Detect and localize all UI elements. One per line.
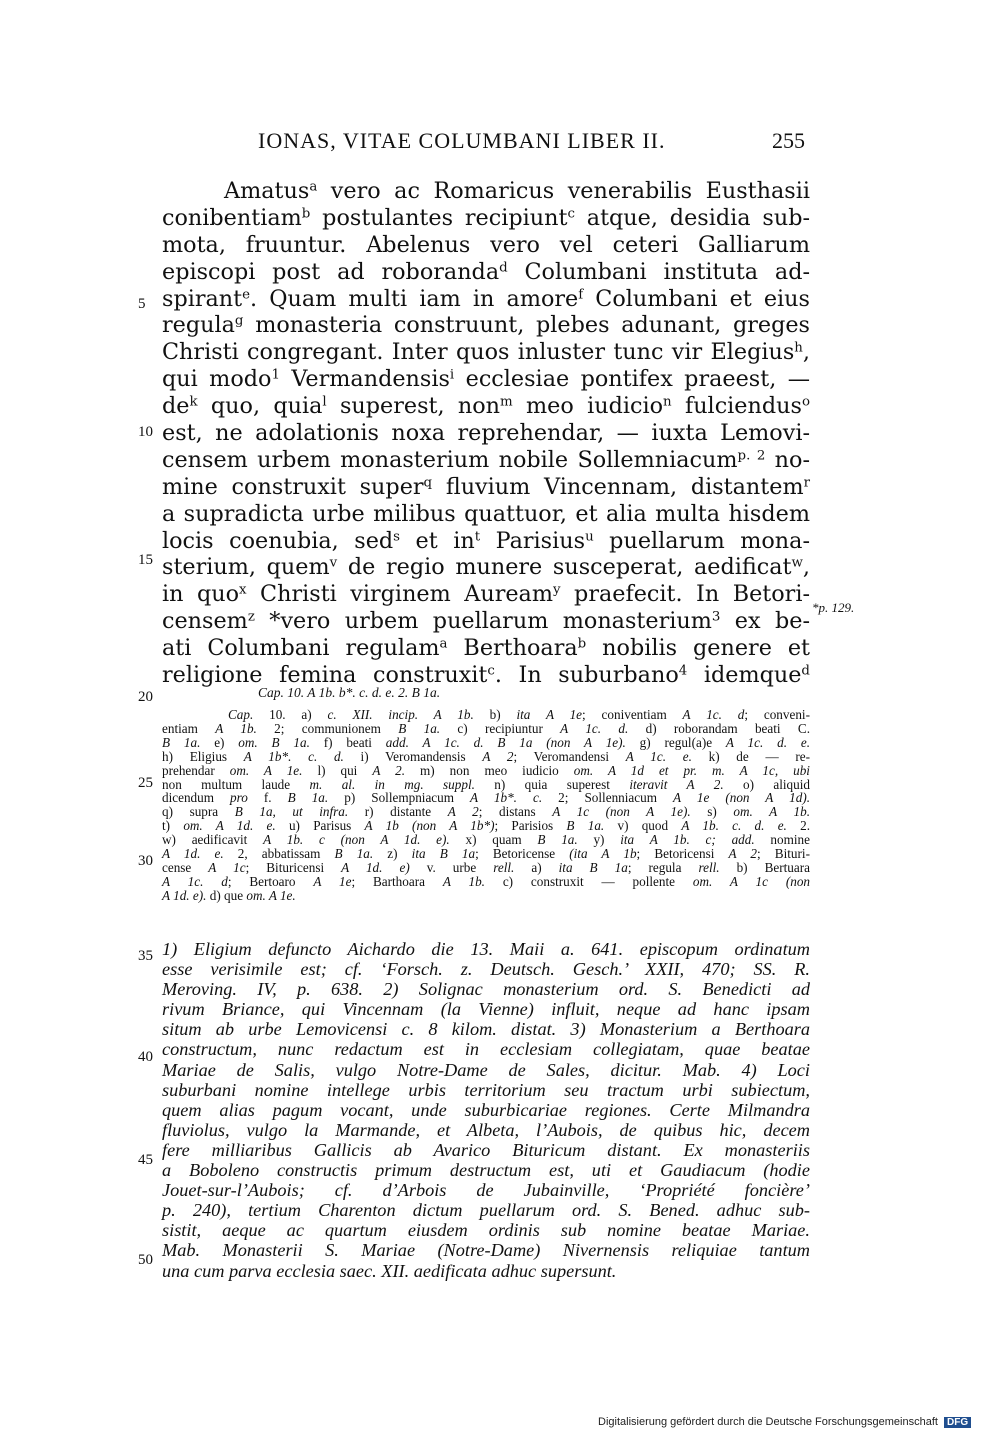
apparatus-line: A 1d. e. 2, abbatissam B 1a. z) ita B 1a; Betoricense (ita A 1b; Betoricensi A 2; Bituri- xyxy=(162,846,810,862)
text-line: religione femina construxit$^c$. In suburbano$^4$ idemque$^d$ xyxy=(162,662,810,689)
note-line: quem alias pagum vocant, unde suburbicariae regiones. Certe Milmandra xyxy=(162,1099,810,1120)
line-number: 35 xyxy=(138,948,153,964)
text-line: episcopi post ad roboranda$^d$ Columbani instituta ad- xyxy=(162,258,810,285)
text-line: Christi congregant. Inter quos inluster tunc vir Elegius$^h$, xyxy=(162,339,810,366)
digitization-footer xyxy=(598,1416,971,1428)
apparatus-line: dicendum pro f. B 1a. p) Sollempniacum A 1b*. c. 2; Sollenniacum A 1e (non A 1d). xyxy=(162,790,811,806)
apparatus-line: B 1a. e) om. B 1a. f) beati add. A 1c. d. B 1a (non A 1e). g) regul(a)e A 1c. d. e. xyxy=(162,734,810,750)
text-line: est, ne adolationis noxa reprehendar, — iuxta Lemovi- xyxy=(162,420,810,447)
text-line: a supradicta urbe milibus quattuor, et alia multa hisdem xyxy=(162,500,810,527)
text-line: censem$^z$ *vero urbem puellarum monasterium$^3$ ex be- xyxy=(162,608,810,635)
apparatus-line: entiam A 1b. 2; communionem B 1a. c) recipiuntur A 1c. d. d) roborandam beati C. xyxy=(162,720,811,736)
line-number: 15 xyxy=(138,552,153,568)
footnotes xyxy=(162,939,810,1281)
text-line: spirant$^e$. Quam multi iam in amore$^f$ Columbani et eius xyxy=(162,285,810,312)
page-number: 255 xyxy=(772,128,805,153)
critical-apparatus xyxy=(162,708,810,903)
text-line: mota, fruuntur. Abelenus vero vel ceteri Galliarum xyxy=(162,231,810,258)
text-line: qui modo$^1$ Vermandensis$^i$ ecclesiae pontifex praeest, — xyxy=(162,366,810,393)
apparatus-line: cense A 1c; Bituricensi A 1d. e) v. urbe rell. a) ita B 1a; regula rell. b) Bertuara xyxy=(162,859,810,875)
note-line: constructum, nunc redactum est in ecclesiam collegiatam, quae beatae xyxy=(162,1039,810,1060)
line-number: 5 xyxy=(138,296,146,312)
apparatus-line: prehendar om. A 1e. l) qui A 2. m) non meo iudicio om. A 1d et pr. m. A 1c, ubi xyxy=(162,762,810,778)
apparatus-line: Cap. 10. a) c. XII. incip. A 1b. b) ita A 1e; coniventiam A 1c. d; conveni- xyxy=(228,707,810,722)
apparatus-line: h) Eligius A 1b*. c. d. i) Veromandensis A 2; Veromandensi A 1c. e. k) de — re- xyxy=(162,748,810,764)
note-line: p. 240), tertium Charenton dictum puellarum ord. S. Bened. adhuc sub- xyxy=(162,1200,810,1221)
line-number: 40 xyxy=(138,1049,153,1065)
line-number: 45 xyxy=(138,1152,153,1168)
apparatus-line: w) aedificavit A 1b. c (non A 1d. e). x) quam B 1a. y) ita A 1b. c; add. nomine xyxy=(162,832,810,848)
note-line: a Boboleno constructis primum destructum est, uti et Gaudiacum (hodie xyxy=(162,1160,810,1181)
text-line: $de^k$ quo, quia$^l$ superest, non$^m$ meo iudicio$^n$ fulciendus$^o$ xyxy=(162,393,810,420)
line-number: 30 xyxy=(138,853,153,869)
note-line: rivum Briance, qui Vincennam (la Vienne) influit, neque ad hanc ipsam xyxy=(162,999,810,1020)
note-line: una cum parva ecclesia saec. XII. aedificata adhuc supersunt. xyxy=(162,1260,617,1281)
note-line: suburbani nomine intellege urbis territorium seu tractum urbi subiectum, xyxy=(162,1079,810,1100)
apparatus-line: q) supra B 1a, ut infra. r) distante A 2; distans A 1c (non A 1e). s) om. A 1b. xyxy=(162,804,810,820)
note-line: Mab. Monasterii S. Mariae (Notre-Dame) Nivernensis reliquiae tantum xyxy=(162,1240,810,1261)
note-line: 1) Eligium defuncto Aichardo die 13. Maii a. 641. episcopum ordinatum xyxy=(162,939,810,959)
note-line: fluviolus, vulgo la Marmande, et Albeta, l’Aubois, de quibus hic, decem xyxy=(162,1119,810,1140)
line-number: 10 xyxy=(138,424,153,440)
note-line: Meroving. IV, p. 638. 2) Solignac monasterium ord. S. Benedicti ad xyxy=(162,979,810,1000)
text-line: in quo$^x$ Christi virginem Auream$^y$ praefecit. In Betori- xyxy=(162,581,810,608)
line-number: 50 xyxy=(138,1252,153,1268)
note-line: sistit, aeque ac quartum eiusdem ordinis sub nomine beatae Mariae. xyxy=(162,1220,810,1241)
apparatus-header: Cap. 10. A 1b. b*. c. d. e. 2. B 1a. xyxy=(258,685,441,700)
text-line: locis coenubia, sed$^s$ et $in^t$ Parisius$^u$ puellarum mona- xyxy=(162,527,810,554)
margin-page-reference: *p. 129. xyxy=(812,600,855,615)
text-line: regula$^g$ monasteria construunt, plebes adunant, greges xyxy=(162,312,810,339)
apparatus-line: A 1c. d; Bertoaro A 1e; Barthoara A 1b. c) construxit — pollente om. A 1c (non xyxy=(162,873,811,889)
apparatus-line: t) om. A 1d. e. u) Parisus A 1b (non A 1b*); Parisios B 1a. v) quod A 1b. c. d. e. 2. xyxy=(162,818,810,834)
text-line: sterium, quem$^v$ de regio munere susceperat, aedificat$^w$, xyxy=(162,554,810,581)
running-title: IONAS, VITAE COLUMBANI LIBER II. xyxy=(258,128,666,153)
apparatus-line: A 1d. e). d) que om. A 1e. xyxy=(162,887,296,903)
main-text xyxy=(162,178,810,689)
text-line: Amatus$^a$ vero ac Romaricus venerabilis Eusthasii xyxy=(224,178,810,204)
line-number: 20 xyxy=(138,689,153,705)
note-line: situm ab urbe Lemovicensi c. 8 kilom. distat. 3) Monasterium a Berthoara xyxy=(162,1019,810,1040)
note-line: fere milliaribus Gallicis ab Avarico Bituricum distant. Ex monasteriis xyxy=(162,1139,810,1160)
text-line: conibentiam$^b$ postulantes recipiunt$^c$ atque, desidia sub- xyxy=(162,204,810,231)
text-line: mine construxit super$^q$ fluvium Vincennam, distantem$^r$ xyxy=(162,473,810,500)
note-line: esse verisimile est; cf. ‘Forsch. z. Deutsch. Gesch.’ XXII, 470; SS. R. xyxy=(162,959,810,980)
text-line: ati Columbani regulam$^a$ Berthoara$^b$ nobilis genere et xyxy=(162,635,810,662)
line-number: 25 xyxy=(138,775,153,791)
footer-text: Digitalisierung gefördert durch die Deutsche Forschungsgemeinschaft xyxy=(598,1416,938,1428)
dfg-logo: DFG xyxy=(944,1417,971,1428)
note-line: Jouet-sur-l’Aubois; cf. d’Arbois de Jubainville, ‘Propriété foncière’ xyxy=(162,1180,810,1201)
apparatus-line: non multum laude m. al. in mg. suppl. n) quia superest iteravit A 2. o) aliquid xyxy=(162,776,811,792)
text-line: censem urbem monasterium nobile Sollemniacum$^{p. 2}$ no- xyxy=(162,446,811,473)
note-line: Mariae de Salis, vulgo Notre-Dame de Sales, dicitur. Mab. 4) Loci xyxy=(162,1059,810,1080)
